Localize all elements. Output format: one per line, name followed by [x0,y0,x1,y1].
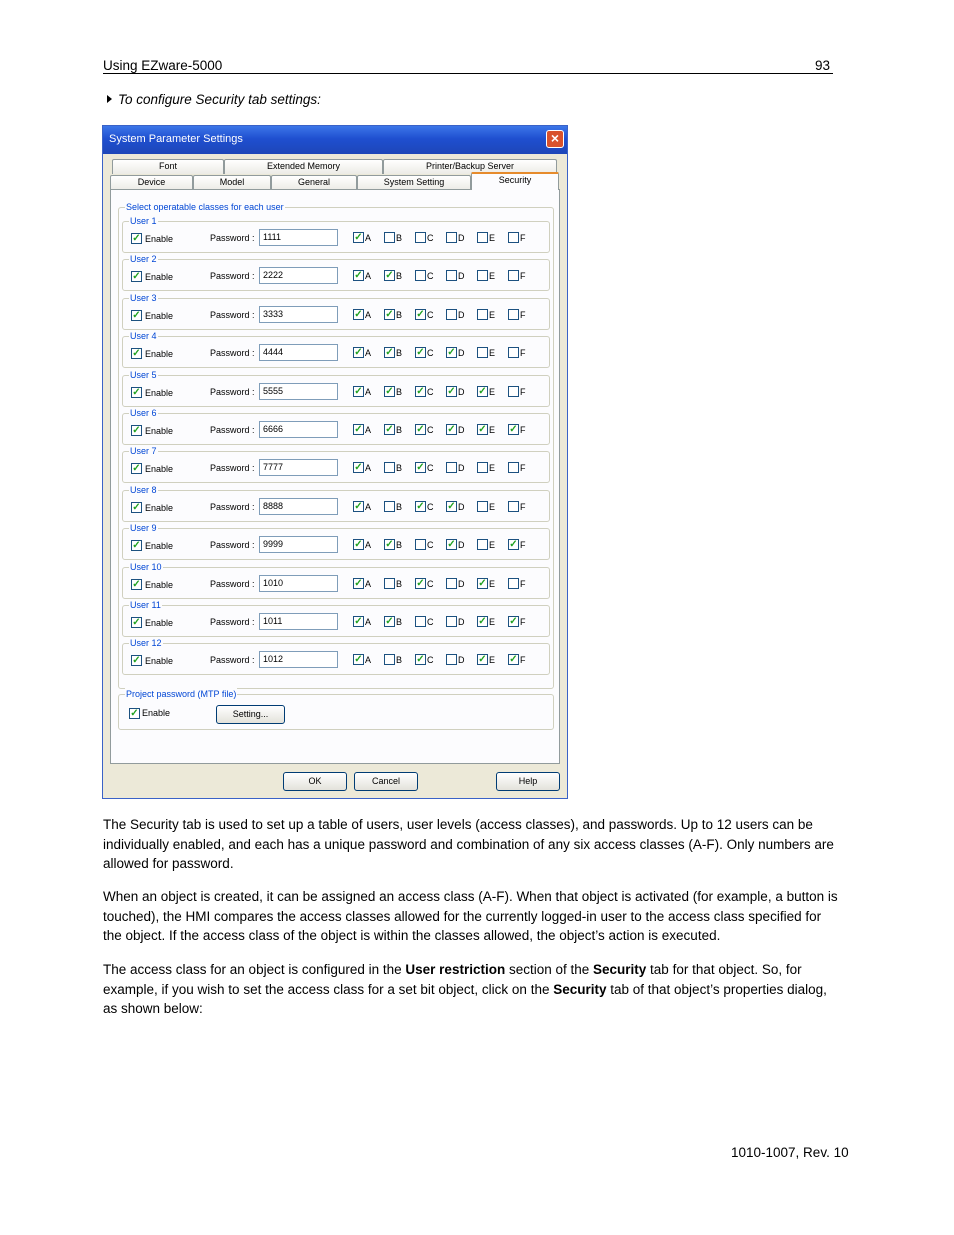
class-letter-label: F [520,386,526,397]
user-title: User 1 [130,216,157,226]
class-letter-label: D [458,271,465,282]
class-letter-label: F [520,233,526,243]
user-enable-checkbox[interactable]: ✓ [132,578,141,590]
user-enable-checkbox[interactable]: ✓ [132,309,141,321]
dialog-title: System Parameter Settings [109,133,243,145]
project-password-enable-label: Enable [142,708,171,718]
class-checkbox[interactable]: ✓ [447,539,456,551]
paragraph-2: When an object is created, it can be assigned an access class (A-F). When that object is activated (for example, a button is touched), the HMI compares the access classes allowed for the currently logged-in user to the access class specified for the object. If the access class of the object is within the classes allowed, the object’s action is executed. [103,889,838,943]
class-checkbox[interactable]: ✓ [478,654,487,666]
user-title: User 7 [130,446,157,457]
class-letter-label: A [365,617,372,627]
class-letter-label: F [520,271,526,282]
tab-extended-memory[interactable]: Extended Memory [224,159,383,174]
class-letter-label: A [365,425,372,435]
class-checkbox[interactable]: ✓ [416,654,425,666]
password-input[interactable]: 6666 [259,421,338,438]
user-enable-label: Enable [145,234,174,244]
class-checkbox[interactable] [477,539,488,550]
user-enable-label: Enable [145,502,174,513]
class-letter-label: B [396,386,403,397]
help-button[interactable]: Help [496,772,560,791]
tab-model[interactable]: Model [193,175,271,190]
class-letter-label: D [458,540,465,551]
user-enable-label: Enable [145,310,174,321]
system-parameter-settings-dialog [102,125,568,799]
password-label: Password : [210,501,255,512]
user-enable-label: Enable [145,464,174,475]
user-row [122,216,550,253]
class-checkbox[interactable]: ✓ [385,424,394,435]
class-letter-label: B [396,540,403,551]
class-letter-label: B [396,271,403,282]
user-enable-checkbox[interactable]: ✓ [132,233,141,244]
password-input[interactable]: 5555 [259,383,338,400]
class-checkbox[interactable]: ✓ [509,616,518,627]
class-checkbox[interactable] [446,309,457,320]
password-input[interactable]: 8888 [259,498,338,515]
password-input[interactable]: 4444 [259,344,338,361]
setting-button[interactable]: Setting... [216,705,285,724]
user-title: User 9 [130,523,157,534]
class-checkbox[interactable]: ✓ [416,462,425,474]
class-letter-label: D [458,463,465,474]
user-row [122,600,550,637]
class-letter-label: F [520,655,526,666]
security-panel [110,189,560,764]
page-number: 93 [815,58,831,73]
class-checkbox[interactable]: ✓ [416,385,425,397]
ok-button[interactable]: OK [283,772,347,791]
user-enable-label: Enable [145,272,174,283]
class-letter-label: D [458,348,465,359]
class-checkbox[interactable]: ✓ [416,347,425,359]
project-password-label: Project password (MTP file) [126,689,237,699]
password-label: Password : [210,540,255,551]
class-checkbox[interactable]: ✓ [447,424,456,435]
class-letter-label: C [427,271,434,282]
class-letter-label: F [520,309,526,320]
class-letter-label: F [520,501,526,512]
class-letter-label: C [427,386,434,397]
user-enable-checkbox[interactable]: ✓ [132,386,141,398]
class-letter-label: E [489,540,496,551]
class-letter-label: B [396,578,403,589]
class-checkbox[interactable]: ✓ [447,500,456,512]
paragraph-3-text-4: tab of that object’s properties dialog, as shown below: [103,981,827,1016]
class-letter-label: C [427,655,434,666]
class-checkbox[interactable] [508,501,519,512]
class-letter-label: B [396,617,403,627]
class-checkbox[interactable] [477,232,488,243]
password-input[interactable]: 1012 [259,651,338,668]
user-title: User 8 [130,484,157,495]
password-label: Password : [210,309,255,320]
user-enable-label: Enable [145,349,174,360]
password-input[interactable]: 1111 [259,229,338,246]
class-letter-label: C [427,233,434,243]
user-enable-label: Enable [145,541,174,552]
class-letter-label: E [489,463,496,474]
user-row [122,369,550,407]
class-checkbox[interactable] [477,347,488,358]
class-checkbox[interactable]: ✓ [478,385,487,397]
class-checkbox[interactable] [384,232,395,243]
dialog-titlebar[interactable] [103,126,567,154]
class-checkbox[interactable] [477,501,488,512]
user-row [122,331,550,368]
user-enable-label: Enable [145,656,174,667]
class-checkbox[interactable] [384,462,395,473]
class-letter-label: F [520,463,526,474]
paragraph-3-text-2: section of the [505,962,594,977]
user-row [122,446,550,483]
user-row [122,292,550,330]
class-letter-label: E [489,425,496,435]
user-enable-checkbox[interactable]: ✓ [132,348,141,360]
class-checkbox[interactable] [446,616,457,627]
document-revision: 1010-1007, Rev. 10 [731,1145,849,1160]
class-checkbox[interactable] [384,578,395,589]
class-letter-label: A [365,655,372,666]
password-input[interactable]: 2222 [259,267,338,284]
password-label: Password : [210,233,255,243]
user-row [122,638,550,675]
class-letter-label: D [458,617,465,627]
paragraph-3-text-1: The access class for an object is configured in the [103,962,406,977]
class-letter-label: B [396,233,403,243]
class-letter-label: D [458,425,465,435]
user-row [122,561,550,599]
user-enable-checkbox[interactable]: ✓ [132,271,141,283]
class-checkbox[interactable] [446,232,457,243]
user-title: User 11 [130,600,161,610]
class-letter-label: E [489,271,496,282]
class-checkbox[interactable]: ✓ [509,539,518,551]
password-label: Password : [210,425,255,435]
cancel-button[interactable]: Cancel [354,772,418,791]
password-input[interactable]: 9999 [259,536,338,553]
password-label: Password : [210,655,255,666]
user-enable-label: Enable [145,387,174,398]
class-checkbox[interactable] [508,578,519,589]
class-letter-label: C [427,348,434,359]
class-checkbox[interactable]: ✓ [354,500,363,512]
user-row [122,523,550,560]
header-rule [103,73,833,74]
class-checkbox[interactable]: ✓ [416,500,425,512]
class-letter-label: C [427,617,434,627]
class-checkbox[interactable] [446,654,457,665]
class-checkbox[interactable] [508,309,519,320]
class-letter-label: D [458,233,465,243]
class-checkbox[interactable]: ✓ [447,385,456,397]
class-letter-label: D [458,501,465,512]
class-letter-label: B [396,501,403,512]
class-letter-label: E [489,617,496,627]
class-letter-label: A [365,309,372,320]
user-enable-checkbox[interactable]: ✓ [132,540,141,552]
class-checkbox[interactable]: ✓ [354,539,363,551]
paragraph-3-bold-2: Security [593,962,647,977]
class-checkbox[interactable]: ✓ [447,347,456,359]
class-checkbox[interactable]: ✓ [509,424,518,435]
class-checkbox[interactable] [384,501,395,512]
class-checkbox[interactable]: ✓ [354,462,363,474]
class-checkbox[interactable] [508,462,519,473]
class-letter-label: A [365,348,372,359]
user-row [122,408,550,445]
user-enable-label: Enable [145,579,174,590]
user-row [122,484,550,522]
user-enable-checkbox[interactable]: ✓ [132,425,141,436]
user-enable-checkbox[interactable]: ✓ [132,655,141,667]
user-enable-checkbox[interactable]: ✓ [132,617,141,628]
paragraph-3 [103,960,843,1019]
tab-printer-backup-server[interactable]: Printer/Backup Server [383,159,557,174]
class-letter-label: B [396,655,403,666]
class-letter-label: D [458,386,465,397]
class-checkbox[interactable] [477,309,488,320]
class-checkbox[interactable] [508,270,519,281]
class-checkbox[interactable]: ✓ [478,577,487,589]
class-letter-label: A [365,540,372,551]
class-checkbox[interactable]: ✓ [416,308,425,320]
class-checkbox[interactable]: ✓ [354,616,363,627]
class-letter-label: F [520,348,526,359]
procedure-heading [107,92,321,107]
password-input[interactable]: 1011 [259,613,338,630]
class-checkbox[interactable] [384,654,395,665]
user-title: User 12 [130,638,162,649]
class-letter-label: B [396,463,403,474]
class-checkbox[interactable]: ✓ [354,385,363,397]
paragraph-1: The Security tab is used to set up a table of users, user levels (access classes), and passwords. Up to 12 users can be individually enabled, and each has a unique password and combination of any six access classes (A-F). Only numbers are allowed for password. [103,817,834,871]
class-letter-label: A [365,386,372,397]
class-checkbox[interactable]: ✓ [416,424,425,435]
user-classes-group-label: Select operatable classes for each user [126,202,284,212]
project-password-group [118,689,554,730]
class-letter-label: C [427,463,434,474]
password-label: Password : [210,348,255,359]
class-checkbox[interactable]: ✓ [385,308,394,320]
password-label: Password : [210,617,255,627]
password-input[interactable]: 7777 [259,459,338,476]
class-letter-label: D [458,655,465,666]
class-checkbox[interactable] [477,462,488,473]
class-checkbox[interactable]: ✓ [354,424,363,435]
class-checkbox[interactable] [415,270,426,281]
bullet-triangle-icon [107,95,112,103]
class-checkbox[interactable]: ✓ [385,539,394,551]
class-checkbox[interactable]: ✓ [385,347,394,359]
class-checkbox[interactable]: ✓ [354,232,363,243]
class-checkbox[interactable]: ✓ [354,270,363,282]
project-password-enable-checkbox[interactable]: ✓ [130,708,139,719]
class-letter-label: A [365,271,372,282]
class-letter-label: C [427,540,434,551]
password-label: Password : [210,578,255,589]
class-letter-label: D [458,309,465,320]
password-input[interactable]: 1010 [259,575,338,592]
class-checkbox[interactable] [446,462,457,473]
page-header-title: Using EZware-5000 [103,58,223,73]
class-checkbox[interactable] [508,347,519,358]
tab-system-setting[interactable]: System Setting [357,175,471,190]
class-letter-label: A [365,233,372,243]
class-letter-label: B [396,348,403,359]
class-checkbox[interactable]: ✓ [354,308,363,320]
class-letter-label: E [489,348,496,359]
class-letter-label: A [365,501,372,512]
class-checkbox[interactable]: ✓ [478,424,487,435]
user-title: User 3 [130,292,157,303]
class-letter-label: A [365,578,372,589]
class-checkbox[interactable]: ✓ [354,347,363,359]
close-icon[interactable]: × [546,130,564,148]
user-enable-label: Enable [145,618,174,628]
class-letter-label: E [489,386,496,397]
user-enable-checkbox[interactable]: ✓ [132,463,141,475]
class-letter-label: F [520,617,526,627]
class-checkbox[interactable] [415,616,426,627]
class-letter-label: C [427,425,434,435]
user-title: User 2 [130,254,157,265]
class-letter-label: E [489,578,496,589]
class-checkbox[interactable]: ✓ [478,616,487,627]
tab-general[interactable]: General [271,175,357,190]
class-checkbox[interactable] [508,232,519,243]
class-checkbox[interactable]: ✓ [509,654,518,666]
class-letter-label: E [489,501,496,512]
class-letter-label: F [520,540,526,551]
class-letter-label: B [396,425,403,435]
class-checkbox[interactable]: ✓ [385,270,394,282]
class-letter-label: F [520,578,526,589]
class-checkbox[interactable] [446,578,457,589]
class-letter-label: E [489,655,496,666]
user-title: User 5 [130,369,157,380]
class-letter-label: C [427,578,434,589]
class-checkbox[interactable]: ✓ [385,616,394,627]
class-letter-label: C [427,309,434,320]
paragraph-3-bold-3: Security [553,981,607,997]
class-checkbox[interactable] [477,270,488,281]
class-letter-label: E [489,309,496,320]
user-row [122,254,550,291]
class-checkbox[interactable] [415,539,426,550]
password-label: Password : [210,271,255,282]
paragraph-3-bold-1: User restriction [405,962,506,977]
class-checkbox[interactable]: ✓ [385,385,394,397]
class-checkbox[interactable]: ✓ [354,654,363,666]
user-title: User 10 [130,561,162,572]
user-title: User 4 [130,331,157,342]
class-letter-label: D [458,578,465,589]
tab-security[interactable]: Security [471,172,559,190]
class-letter-label: F [520,425,526,435]
password-label: Password : [210,386,255,397]
user-enable-label: Enable [145,426,174,436]
user-title: User 6 [130,408,157,418]
procedure-heading-text: To configure Security tab settings: [118,92,321,107]
paragraph-3-text-3: tab for that object. So, for example, if you wish to set the access class for a set bit object, click on the [103,962,802,997]
tab-font[interactable]: Font [112,159,224,174]
tab-device[interactable]: Device [110,175,193,190]
class-checkbox[interactable]: ✓ [416,577,425,589]
class-letter-label: B [396,309,403,320]
user-enable-checkbox[interactable]: ✓ [132,501,141,513]
class-checkbox[interactable] [446,270,457,281]
password-label: Password : [210,463,255,474]
password-input[interactable]: 3333 [259,306,338,323]
class-checkbox[interactable] [508,386,519,397]
class-letter-label: E [489,233,496,243]
class-checkbox[interactable]: ✓ [354,577,363,589]
class-checkbox[interactable] [415,232,426,243]
class-letter-label: C [427,501,434,512]
class-letter-label: A [365,463,372,474]
